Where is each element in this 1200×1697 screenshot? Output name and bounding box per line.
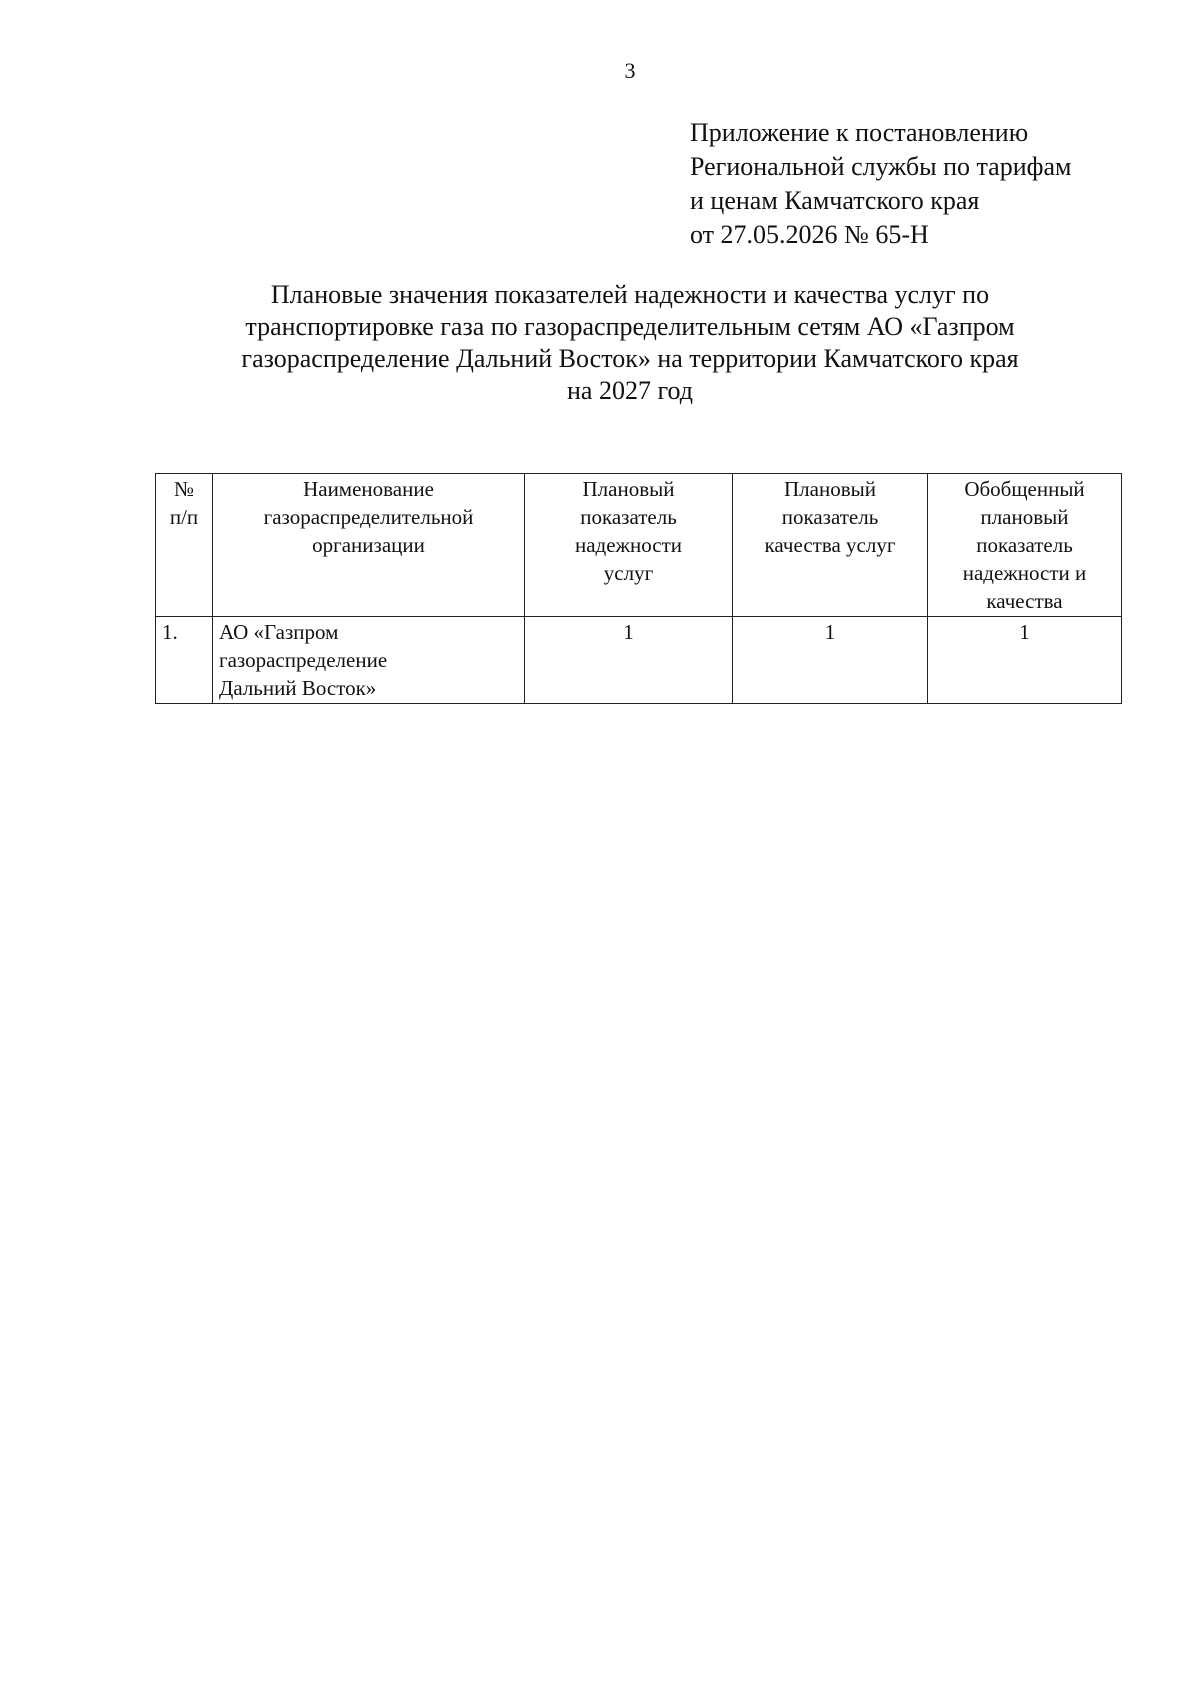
appendix-block (690, 116, 1071, 252)
cell-combined: 1 (928, 617, 1122, 704)
title-line: газораспределение Дальний Восток» на территории Камчатского края (241, 344, 1019, 373)
document-title (155, 279, 1105, 407)
page-number: 3 (624, 58, 636, 83)
header-organization-name: Наименование газораспределительной организации (213, 474, 525, 617)
cell-organization-name: АО «Газпром газораспределение Дальний Восток» (213, 617, 525, 704)
table-row (156, 617, 1122, 704)
header-quality: Плановый показатель качества услуг (733, 474, 928, 617)
indicators-table (155, 473, 1122, 704)
table-header-row (156, 474, 1122, 617)
cell-quality: 1 (733, 617, 928, 704)
appendix-line: Региональной службы по тарифам (690, 152, 1072, 181)
appendix-line: Приложение к постановлению (690, 118, 1029, 147)
title-line: Плановые значения показателей надежности и качества услуг по (270, 280, 990, 309)
header-reliability: Плановый показатель надежности услуг (525, 474, 733, 617)
title-line: на 2027 год (567, 376, 693, 405)
appendix-line: и ценам Камчатского края (690, 186, 980, 215)
appendix-line: от 27.05.2026 № 65-Н (690, 220, 929, 249)
header-combined: Обобщенный плановый показатель надежности и качества (928, 474, 1122, 617)
title-line: транспортировке газа по газораспределительным сетям АО «Газпром (245, 312, 1015, 341)
header-number: № п/п (156, 474, 213, 617)
cell-number: 1. (156, 617, 213, 704)
cell-reliability: 1 (525, 617, 733, 704)
